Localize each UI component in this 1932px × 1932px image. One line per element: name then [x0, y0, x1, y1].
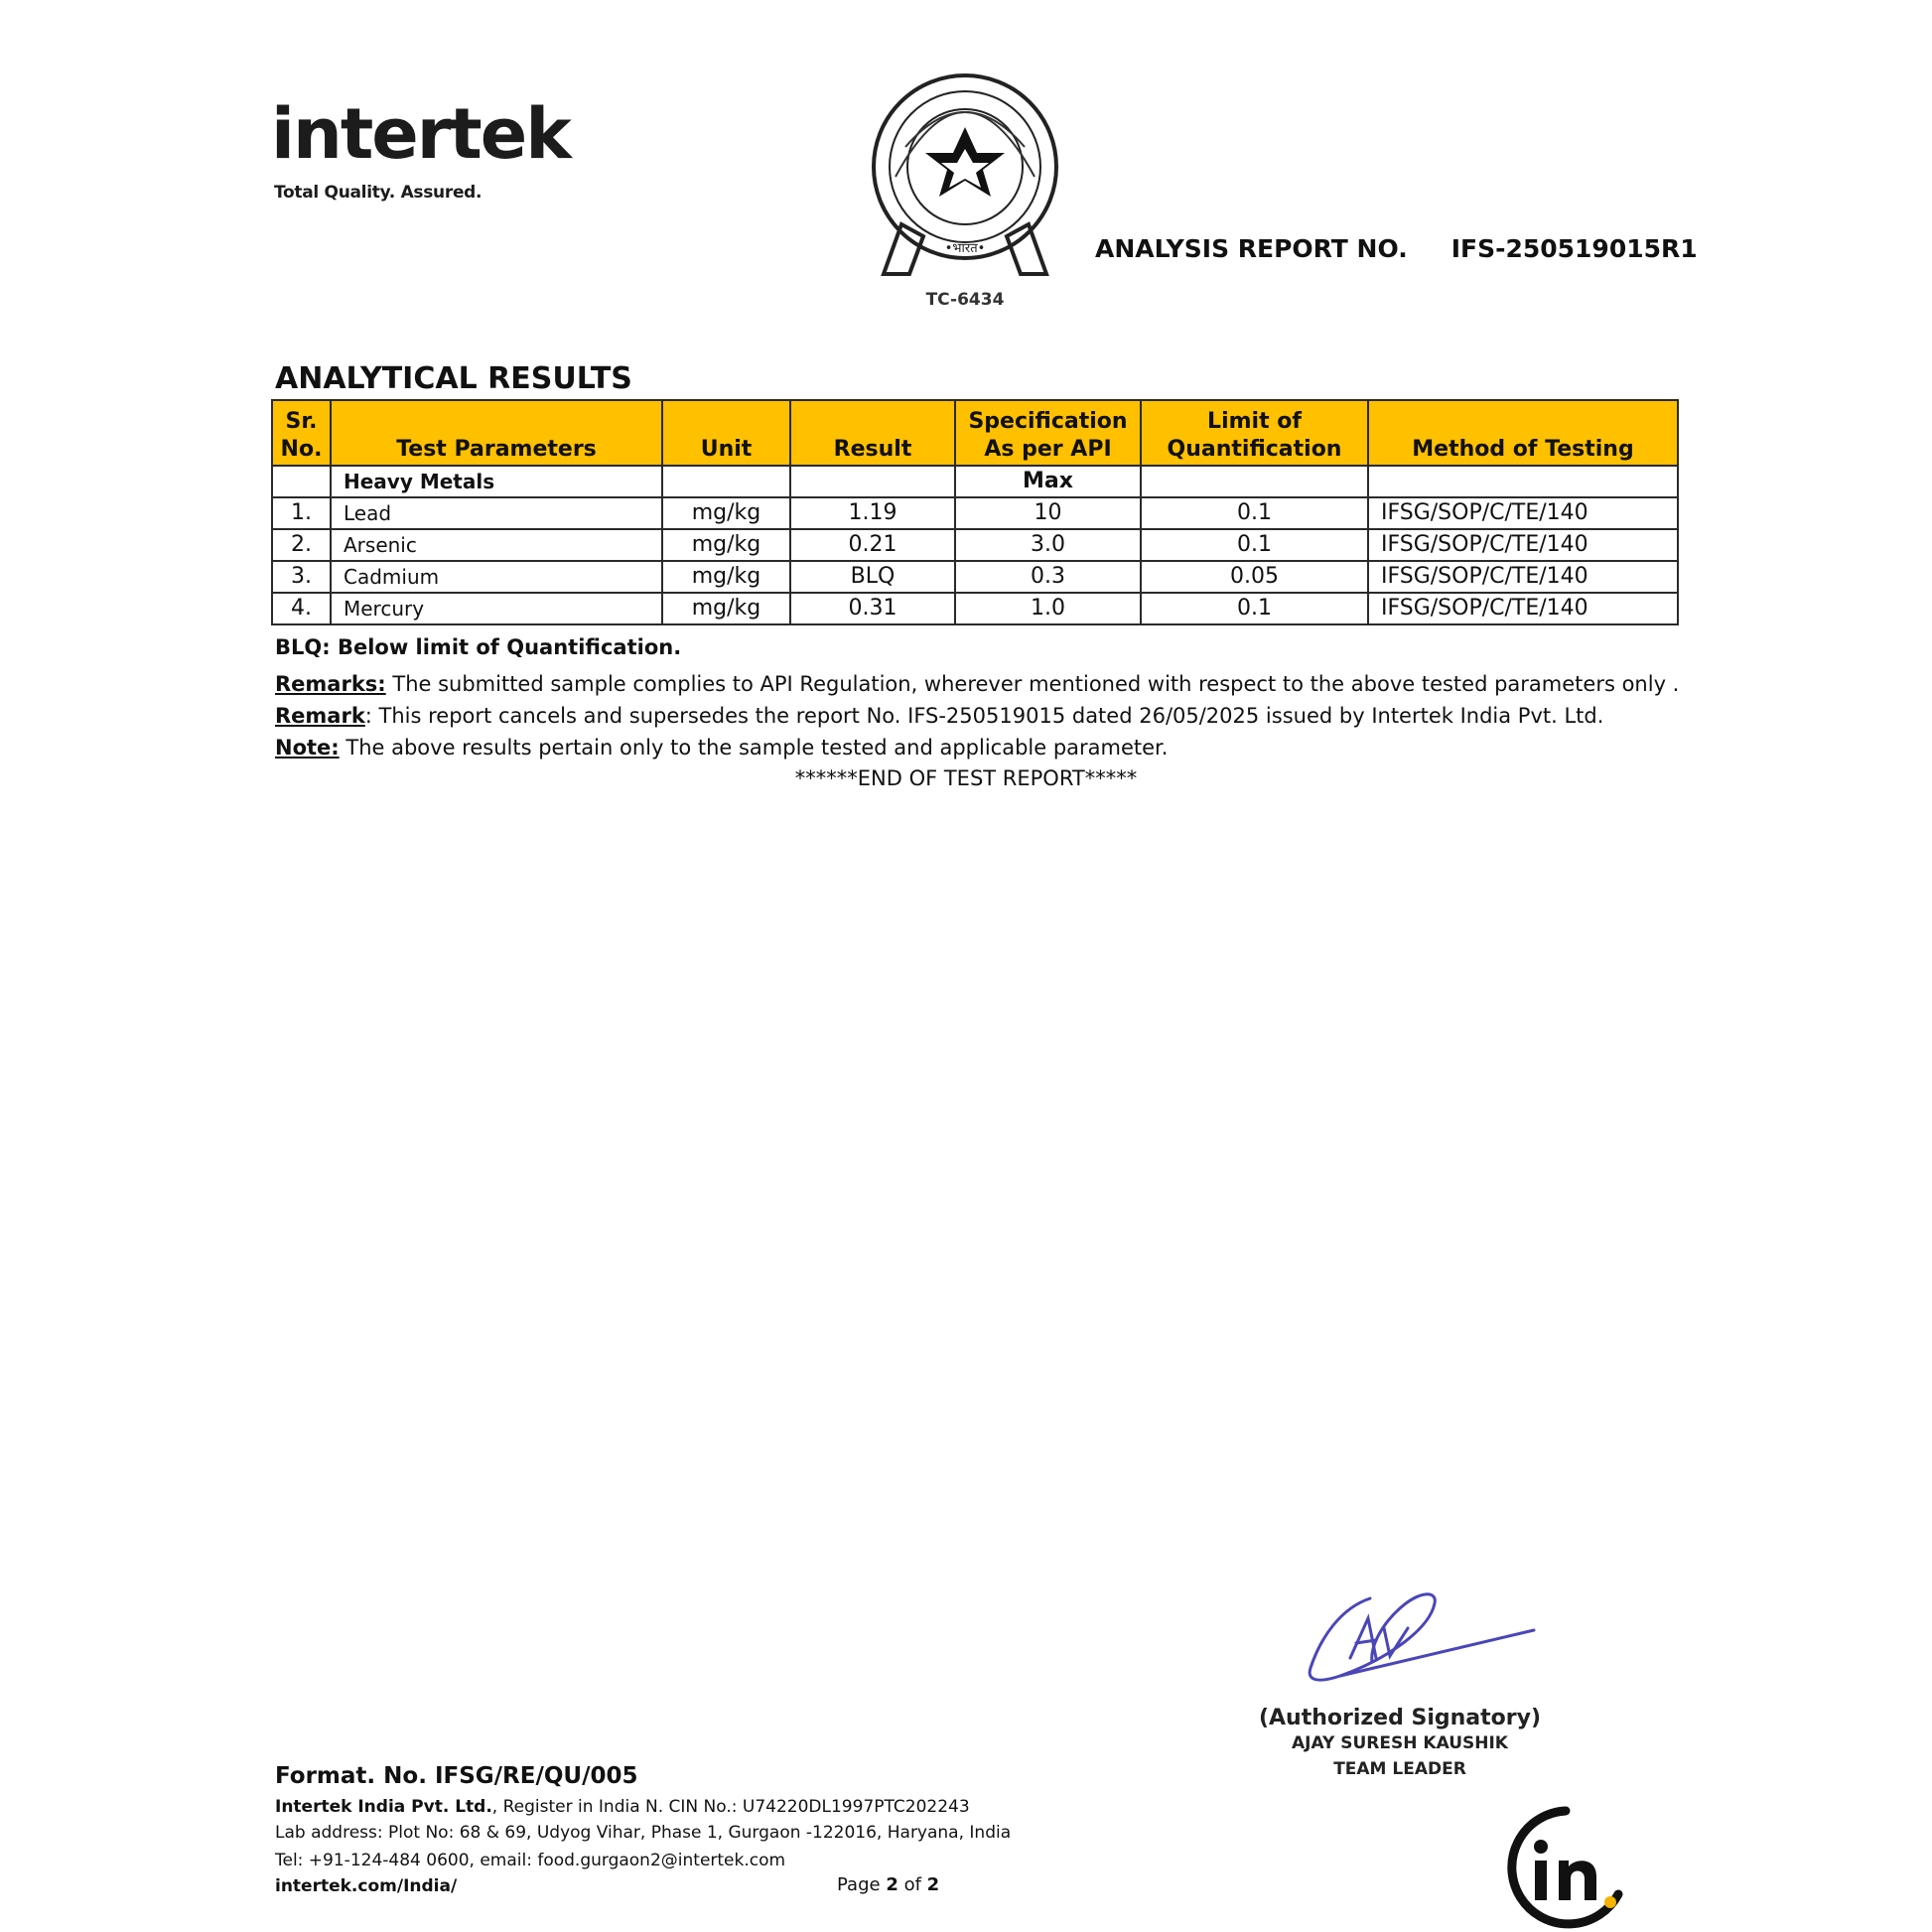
group-label: Heavy Metals: [331, 466, 662, 497]
header-sr-no: Sr. No.: [272, 400, 331, 466]
section-title: ANALYTICAL RESULTS: [275, 361, 632, 396]
cell-method: IFSG/SOP/C/TE/140: [1368, 593, 1678, 624]
cell-loq: 0.1: [1141, 529, 1368, 561]
report-number-label: ANALYSIS REPORT NO.: [1095, 234, 1408, 263]
signature-icon: [1281, 1588, 1569, 1708]
note-text: The above results pertain only to the sample tested and applicable parameter.: [339, 736, 1169, 759]
note-line: [275, 736, 1168, 759]
remarks-label: Remarks:: [275, 672, 386, 696]
signatory-name: AJAY SURESH KAUSHIK: [1292, 1733, 1508, 1753]
cell-spec: 10: [955, 497, 1141, 529]
report-number: [1095, 234, 1698, 263]
cell-method: IFSG/SOP/C/TE/140: [1368, 561, 1678, 593]
lab-address: Lab address: Plot No: 68 & 69, Udyog Vihar, Phase 1, Gurgaon -122016, Haryana, India: [275, 1823, 1012, 1843]
cell-parameter: Cadmium: [331, 561, 662, 593]
header-method-of-testing: Method of Testing: [1368, 400, 1678, 466]
cell-result: 1.19: [790, 497, 955, 529]
header-unit: Unit: [662, 400, 790, 466]
header-limit-of-quantification: Limit of Quantification: [1141, 400, 1368, 466]
header-result: Result: [790, 400, 955, 466]
intertek-in-mark-icon: [1501, 1803, 1630, 1932]
cell-loq: 0.1: [1141, 593, 1368, 624]
results-table: [271, 399, 1679, 625]
cell-loq: 0.1: [1141, 497, 1368, 529]
report-number-value: IFS-250519015R1: [1450, 234, 1698, 263]
group-result: [790, 466, 955, 497]
nabl-accreditation-seal-icon: [866, 58, 1064, 316]
website-link[interactable]: intertek.com/India/: [275, 1876, 458, 1896]
remark-text: : This report cancels and supersedes the report No. IFS-250519015 dated 26/05/2025 issued by Intertek India Pvt. Ltd.: [364, 704, 1604, 728]
group-unit: [662, 466, 790, 497]
table-header-row: [272, 400, 1678, 466]
remarks-line: [275, 672, 1679, 696]
cell-result: BLQ: [790, 561, 955, 593]
cell-spec: 3.0: [955, 529, 1141, 561]
cell-parameter: Lead: [331, 497, 662, 529]
cell-sr: 1.: [272, 497, 331, 529]
cell-method: IFSG/SOP/C/TE/140: [1368, 497, 1678, 529]
cell-unit: mg/kg: [662, 497, 790, 529]
header-specification: Specification As per API: [955, 400, 1141, 466]
company-name: Intertek India Pvt. Ltd.: [275, 1797, 492, 1817]
group-sr: [272, 466, 331, 497]
remarks-text: The submitted sample complies to API Regulation, wherever mentioned with respect to the above tested parameters only .: [385, 672, 1680, 696]
table-row: [272, 561, 1678, 593]
cell-parameter: Arsenic: [331, 529, 662, 561]
seal-code: TC-6434: [925, 290, 1005, 310]
table-row: [272, 593, 1678, 624]
note-label: Note:: [275, 736, 340, 759]
cell-method: IFSG/SOP/C/TE/140: [1368, 529, 1678, 561]
intertek-logo-wordmark: intertek: [271, 93, 570, 175]
page-number: Page 2 of 2: [837, 1874, 940, 1895]
svg-text:•भारत•: •भारत•: [944, 241, 986, 256]
company-cin: , Register in India N. CIN No.: U74220DL1997PTC202243: [491, 1797, 970, 1817]
cell-unit: mg/kg: [662, 529, 790, 561]
cell-sr: 2.: [272, 529, 331, 561]
table-group-row: [272, 466, 1678, 497]
header-test-parameters: Test Parameters: [331, 400, 662, 466]
table-row: [272, 497, 1678, 529]
blq-note: BLQ: Below limit of Quantification.: [275, 635, 682, 659]
end-of-report: ******END OF TEST REPORT*****: [794, 766, 1138, 790]
intertek-logo-tagline: Total Quality. Assured.: [274, 183, 483, 203]
signatory-role: (Authorized Signatory): [1258, 1706, 1542, 1730]
cell-sr: 3.: [272, 561, 331, 593]
cell-spec: 1.0: [955, 593, 1141, 624]
cell-result: 0.21: [790, 529, 955, 561]
group-method: [1368, 466, 1678, 497]
group-spec: Max: [955, 466, 1141, 497]
cell-spec: 0.3: [955, 561, 1141, 593]
cell-unit: mg/kg: [662, 561, 790, 593]
signatory-title: TEAM LEADER: [1333, 1759, 1466, 1779]
cell-loq: 0.05: [1141, 561, 1368, 593]
company-registration: [275, 1797, 970, 1817]
remark-label: Remark: [275, 704, 365, 728]
group-loq: [1141, 466, 1368, 497]
cell-sr: 4.: [272, 593, 331, 624]
format-number: Format. No. IFSG/RE/QU/005: [275, 1763, 638, 1789]
cell-unit: mg/kg: [662, 593, 790, 624]
table-row: [272, 529, 1678, 561]
remark-line: [275, 704, 1603, 728]
contact-info: Tel: +91-124-484 0600, email: food.gurgaon2@intertek.com: [275, 1851, 786, 1870]
cell-result: 0.31: [790, 593, 955, 624]
cell-parameter: Mercury: [331, 593, 662, 624]
